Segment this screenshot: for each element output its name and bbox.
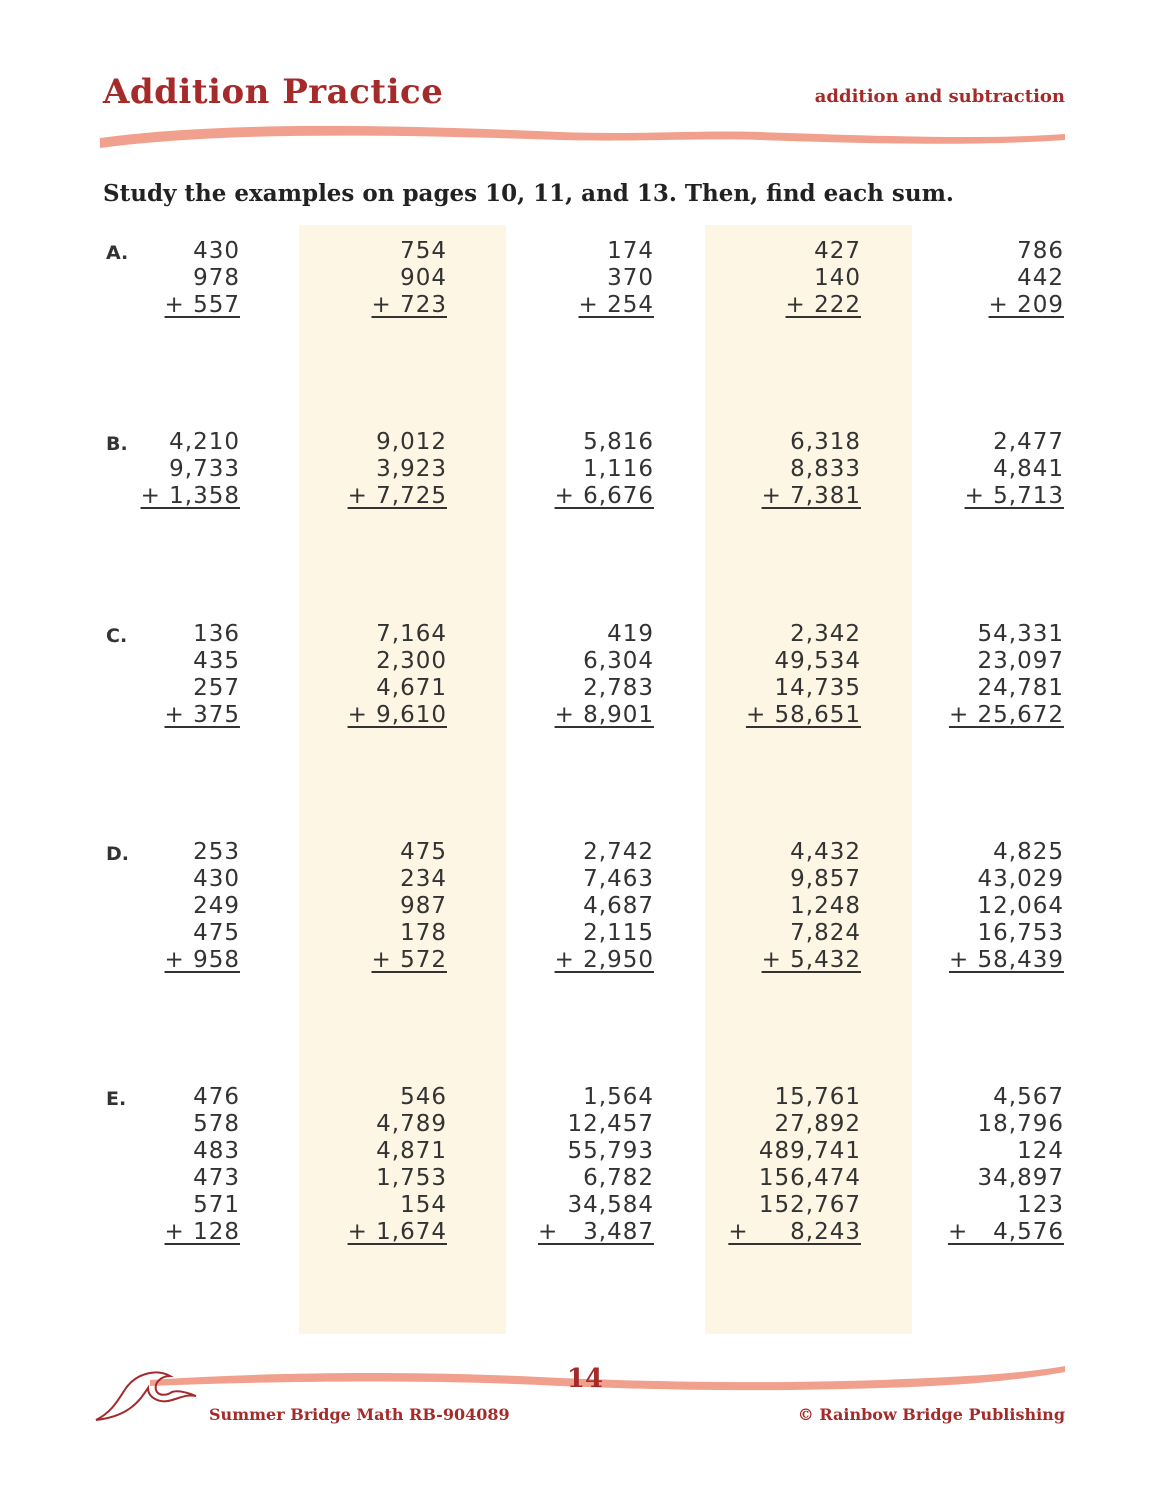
addend: 249 [193,893,240,919]
row-label: E. [106,1088,127,1110]
addend: 4,210 [169,429,240,455]
addend: 2,783 [583,675,654,701]
addend-last: + 723 [371,292,447,318]
problem [257,621,447,729]
addend: 754 [400,238,447,264]
addend: 24,781 [977,675,1064,701]
problem [464,621,654,729]
addend: 6,304 [583,648,654,674]
addend: 234 [400,866,447,892]
addend: 8,833 [790,456,861,482]
topic-label: addition and subtraction [814,86,1065,107]
problem [464,839,654,974]
problem [464,1084,654,1246]
addend-last: + 572 [371,947,447,973]
addend: 442 [1017,265,1064,291]
addend: 27,892 [774,1111,861,1137]
addend-last: + 557 [164,292,240,318]
addend-last: + 7,725 [347,483,447,509]
problem [50,839,240,974]
addend: 257 [193,675,240,701]
addend: 253 [193,839,240,865]
addend: 9,857 [790,866,861,892]
problem [50,1084,240,1246]
addend-last: + 222 [785,292,861,318]
addend: 6,318 [790,429,861,455]
addend: 2,300 [376,648,447,674]
addend: 154 [400,1192,447,1218]
addend: 4,671 [376,675,447,701]
problem [50,621,240,729]
addend-last: + 58,651 [745,702,861,728]
addend-last: + 375 [164,702,240,728]
addend-last: + 58,439 [948,947,1064,973]
addend-last: + 209 [988,292,1064,318]
addend: 178 [400,920,447,946]
addend: 2,342 [790,621,861,647]
addend: 1,248 [790,893,861,919]
addend: 15,761 [774,1084,861,1110]
addend-last: + 9,610 [347,702,447,728]
copyright: © Rainbow Bridge Publishing [797,1405,1065,1424]
addend: 4,825 [993,839,1064,865]
addend: 12,457 [567,1111,654,1137]
problem [671,1084,861,1246]
addend: 54,331 [977,621,1064,647]
addend-last: + 7,381 [761,483,861,509]
addend: 152,767 [758,1192,861,1218]
row-label: A. [106,242,129,264]
addend-last: + 8,243 [728,1219,861,1245]
addend: 476 [193,1084,240,1110]
page-title: Addition Practice [103,72,444,112]
addend-last: + 25,672 [948,702,1064,728]
addend-last: + 5,432 [761,947,861,973]
problem [257,429,447,510]
addend: 430 [193,238,240,264]
addend: 55,793 [567,1138,654,1164]
addend: 5,816 [583,429,654,455]
problem [464,238,654,319]
addend: 4,871 [376,1138,447,1164]
addend: 786 [1017,238,1064,264]
problem [50,238,240,319]
addend: 7,164 [376,621,447,647]
addend: 7,463 [583,866,654,892]
addend: 1,753 [376,1165,447,1191]
problem [257,839,447,974]
addend-last: + 6,676 [554,483,654,509]
addend: 489,741 [758,1138,861,1164]
problem [874,621,1064,729]
page-number: 14 [566,1364,604,1394]
addend: 124 [1017,1138,1064,1164]
addend-last: + 2,950 [554,947,654,973]
problem [257,238,447,319]
addend: 1,564 [583,1084,654,1110]
problem [671,839,861,974]
row-label: D. [106,843,129,865]
addend-last: + 254 [578,292,654,318]
addend: 4,567 [993,1084,1064,1110]
row-label: B. [106,433,128,455]
addend: 14,735 [774,675,861,701]
addend: 123 [1017,1192,1064,1218]
instructions: Study the examples on pages 10, 11, and 13. Then, find each sum. [103,180,954,207]
addend: 7,824 [790,920,861,946]
addend: 9,733 [169,456,240,482]
problem [874,429,1064,510]
problem [464,429,654,510]
problem [671,621,861,729]
addend: 174 [607,238,654,264]
addend: 23,097 [977,648,1064,674]
addend: 578 [193,1111,240,1137]
addend: 2,477 [993,429,1064,455]
addend-last: + 5,713 [964,483,1064,509]
problem [671,429,861,510]
addend-last: + 4,576 [947,1219,1064,1245]
addend: 3,923 [376,456,447,482]
addend-last: + 1,358 [140,483,240,509]
addend-last: + 1,674 [347,1219,447,1245]
problem [874,238,1064,319]
addend: 156,474 [758,1165,861,1191]
addend: 34,897 [977,1165,1064,1191]
problem [874,1084,1064,1246]
problem [671,238,861,319]
addend-last: + 958 [164,947,240,973]
addend: 4,432 [790,839,861,865]
addend: 904 [400,265,447,291]
addend: 571 [193,1192,240,1218]
addend: 140 [814,265,861,291]
problem [257,1084,447,1246]
addend: 475 [400,839,447,865]
addend: 427 [814,238,861,264]
addend: 16,753 [977,920,1064,946]
addend-last: + 8,901 [554,702,654,728]
addend: 370 [607,265,654,291]
addend: 4,687 [583,893,654,919]
addend: 18,796 [977,1111,1064,1137]
row-label: C. [106,625,128,647]
addend: 43,029 [977,866,1064,892]
addend: 978 [193,265,240,291]
addend-last: + 3,487 [537,1219,654,1245]
problem [874,839,1064,974]
book-title: Summer Bridge Math RB-904089 [209,1405,510,1424]
addend-last: + 128 [164,1219,240,1245]
addend: 419 [607,621,654,647]
addend: 136 [193,621,240,647]
problem [50,429,240,510]
addend: 34,584 [567,1192,654,1218]
addend: 546 [400,1084,447,1110]
addend: 435 [193,648,240,674]
addend: 987 [400,893,447,919]
addend: 430 [193,866,240,892]
addend: 475 [193,920,240,946]
header-wave-divider [0,118,1167,154]
addend: 2,742 [583,839,654,865]
addend: 49,534 [774,648,861,674]
addend: 12,064 [977,893,1064,919]
addend: 473 [193,1165,240,1191]
addend: 483 [193,1138,240,1164]
addend: 4,841 [993,456,1064,482]
addend: 4,789 [376,1111,447,1137]
addend: 1,116 [583,456,654,482]
addend: 2,115 [583,920,654,946]
addend: 9,012 [376,429,447,455]
addend: 6,782 [583,1165,654,1191]
